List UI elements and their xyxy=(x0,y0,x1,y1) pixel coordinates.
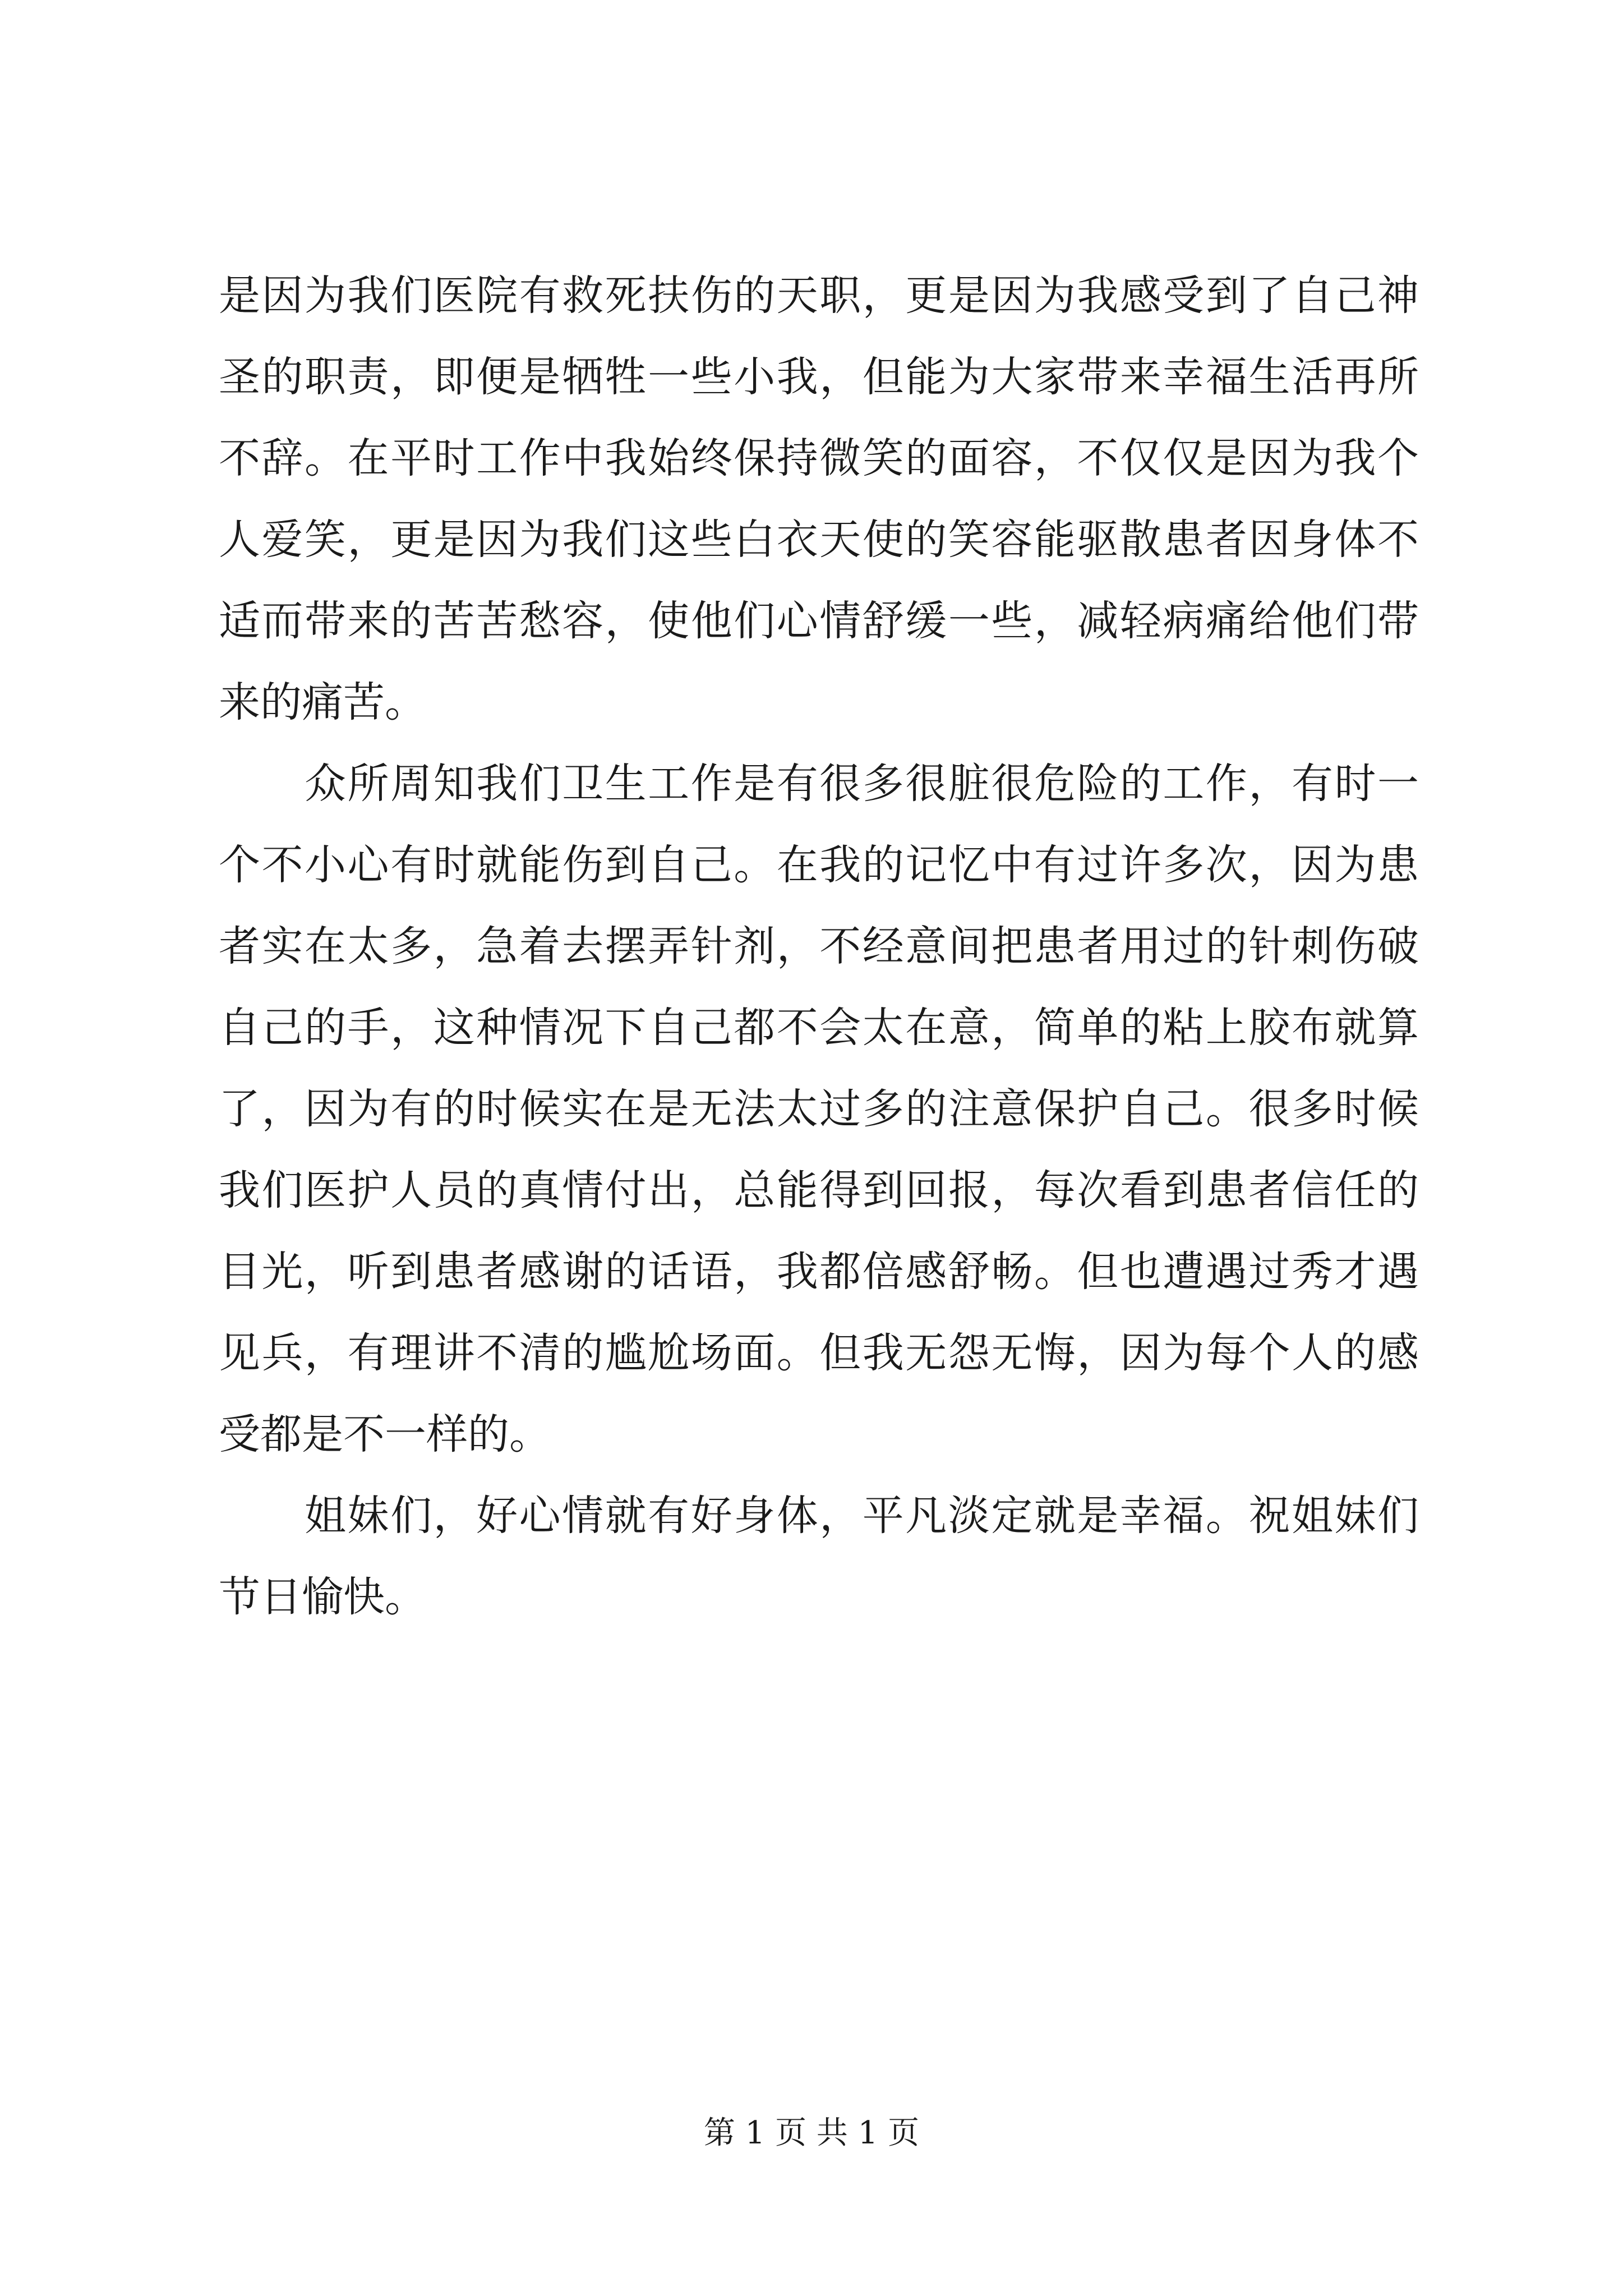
paragraph-3 xyxy=(219,1475,1419,1638)
paragraph-1 xyxy=(219,255,1419,743)
text-line: 见兵，有理讲不清的尴尬场面。但我无怨无悔，因为每个人的感 xyxy=(219,1329,1419,1377)
text-line: 适而带来的苦苦愁容，使他们心情舒缓一些，减轻病痛给他们带 xyxy=(219,597,1419,645)
text-line: 目光，听到患者感谢的话语，我都倍感舒畅。但也遭遇过秀才遇 xyxy=(219,1248,1419,1296)
page-footer xyxy=(0,2114,1623,2153)
text-line: 众所周知我们卫生工作是有很多很脏很危险的工作，有时一 xyxy=(219,760,1419,808)
text-line: 自己的手，这种情况下自己都不会太在意，简单的粘上胶布就算 xyxy=(219,1004,1419,1052)
text-line: 人爱笑，更是因为我们这些白衣天使的笑容能驱散患者因身体不 xyxy=(219,516,1419,564)
text-line: 者实在太多，急着去摆弄针剂，不经意间把患者用过的针刺伤破 xyxy=(219,922,1419,970)
page-number-label: 第 1 页 共 1 页 xyxy=(703,2115,920,2151)
paragraph-2 xyxy=(219,743,1419,1475)
text-line: 个不小心有时就能伤到自己。在我的记忆中有过许多次，因为患 xyxy=(219,841,1419,889)
text-line: 节日愉快。 xyxy=(219,1573,426,1621)
body-text xyxy=(219,255,1419,1638)
text-line: 圣的职责，即便是牺牲一些小我，但能为大家带来幸福生活再所 xyxy=(219,353,1419,401)
text-line: 姐妹们，好心情就有好身体，平凡淡定就是幸福。祝姐妹们 xyxy=(219,1492,1419,1540)
text-line: 受都是不一样的。 xyxy=(219,1410,551,1458)
text-line: 了，因为有的时候实在是无法太过多的注意保护自己。很多时候 xyxy=(219,1085,1419,1133)
text-line: 我们医护人员的真情付出，总能得到回报，每次看到患者信任的 xyxy=(219,1166,1419,1214)
text-line: 是因为我们医院有救死扶伤的天职，更是因为我感受到了自己神 xyxy=(219,272,1419,320)
text-line: 不辞。在平时工作中我始终保持微笑的面容，不仅仅是因为我个 xyxy=(219,434,1419,482)
text-line: 来的痛苦。 xyxy=(219,678,426,726)
